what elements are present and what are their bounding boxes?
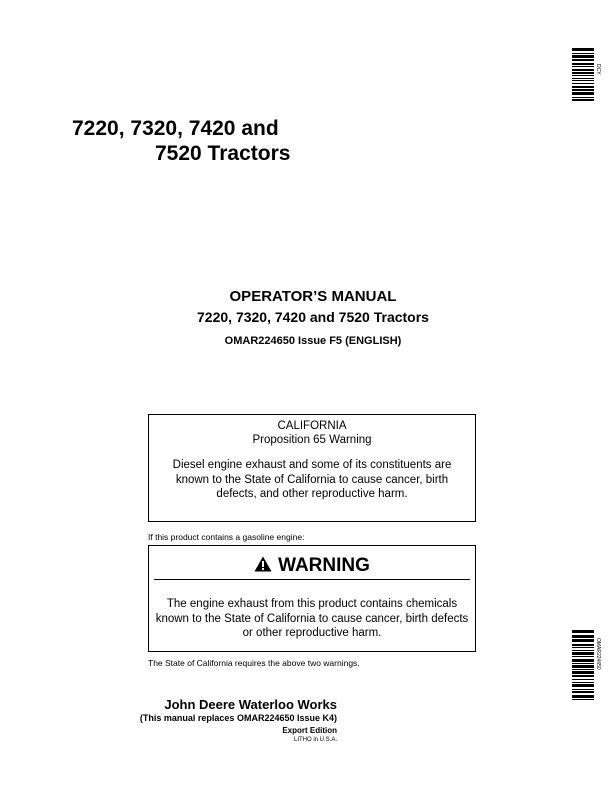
california-body: Diesel engine exhaust and some of its constituents are known to the State of California to cause cancer, birth defects, and other reproductive harm. xyxy=(172,459,452,500)
litho-label: LITHO in U.S.A. xyxy=(293,737,337,743)
engine-warning-box xyxy=(148,545,476,652)
cover-title-line1: 7220, 7320, 7420 and xyxy=(72,117,279,140)
works-name: John Deere Waterloo Works xyxy=(164,697,337,712)
warning-triangle-icon xyxy=(254,556,272,577)
warning-label: WARNING xyxy=(278,555,370,576)
cover-title-line2: 7520 Tractors xyxy=(155,142,291,165)
manual-code: OMAR224650 Issue F5 (ENGLISH) xyxy=(224,335,402,347)
requires-note: The State of California requires the above two warnings. xyxy=(148,658,360,668)
barcode-top xyxy=(572,48,594,102)
barcode-top-label: DCY xyxy=(595,64,601,75)
california-subheading: Proposition 65 Warning xyxy=(252,434,372,446)
manual-title: OPERATOR’S MANUAL xyxy=(229,288,397,305)
manual-subtitle: 7220, 7320, 7420 and 7520 Tractors xyxy=(197,309,429,325)
replaces-note: (This manual replaces OMAR224650 Issue K4) xyxy=(139,713,337,723)
gasoline-note: If this product contains a gasoline engine: xyxy=(148,532,305,542)
california-warning-box xyxy=(148,414,476,522)
edition-label: Export Edition xyxy=(282,726,337,735)
barcode-bottom-label: OMAR224650 xyxy=(595,638,601,670)
california-heading: CALIFORNIA xyxy=(277,420,347,432)
warning-header xyxy=(154,553,470,580)
barcode-bottom xyxy=(572,630,594,702)
warning-body: The engine exhaust from this product contains chemicals known to the State of California to cause cancer, birth defects or other reproductive harm. xyxy=(155,598,469,639)
